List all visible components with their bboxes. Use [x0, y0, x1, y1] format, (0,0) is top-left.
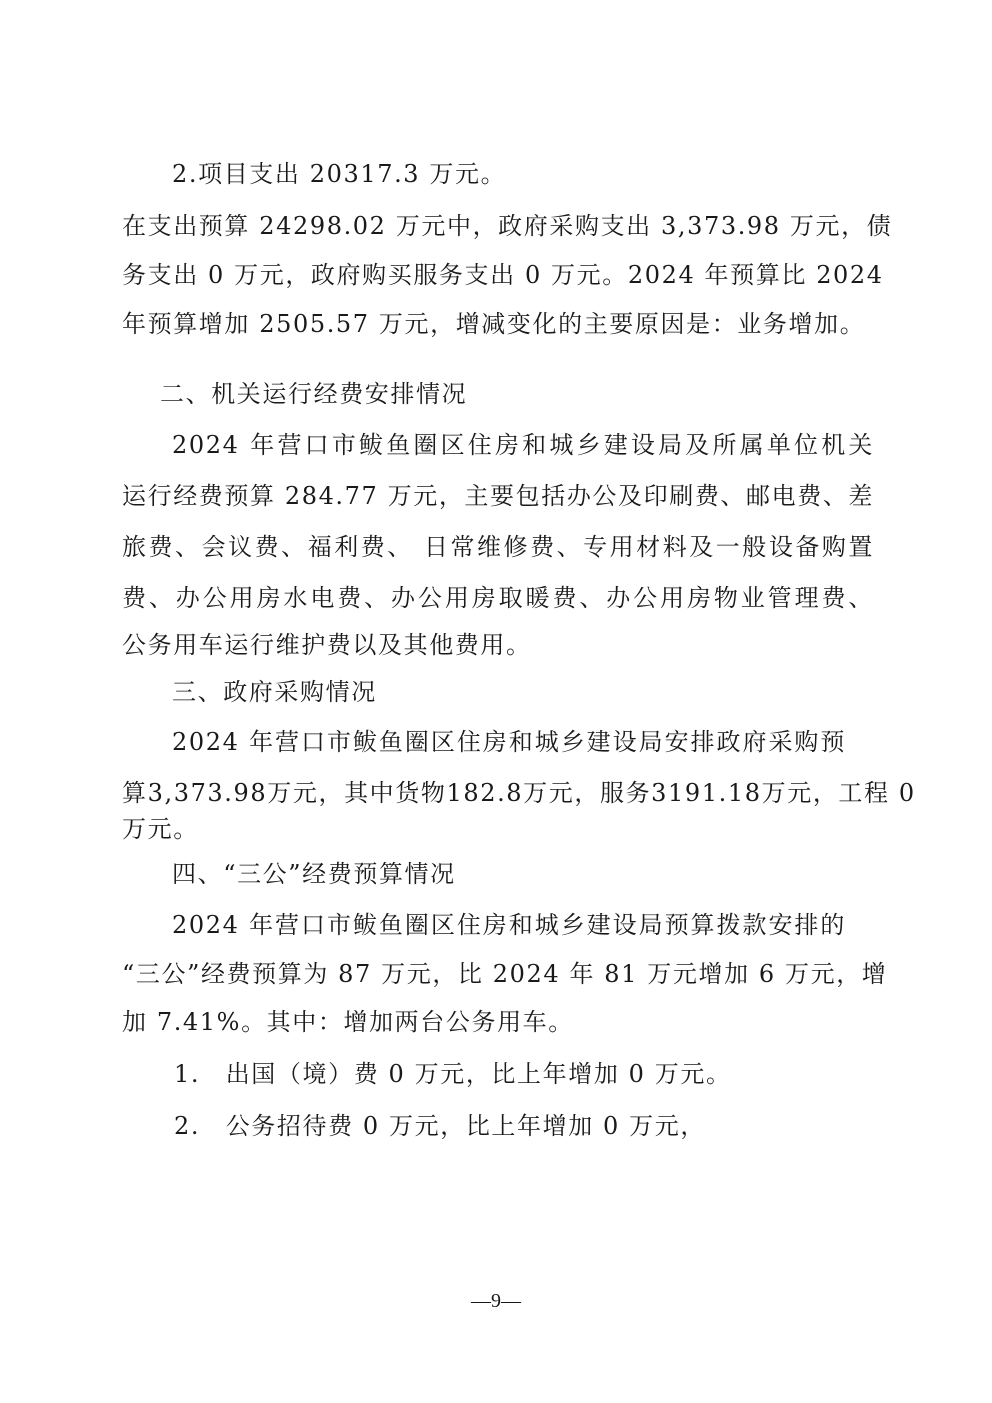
paragraph-operating-line-1: 2024 年营口市鲅鱼圈区住房和城乡建设局及所属单位机关: [172, 431, 874, 459]
paragraph-expenditure-line-2: 务支出 0 万元，政府购买服务支出 0 万元。2024 年预算比 2024: [122, 261, 884, 289]
page-number: —9—: [471, 1290, 521, 1312]
paragraph-three-public-line-3: 加 7.41%。其中：增加两台公务用车。: [122, 1008, 574, 1036]
paragraph-operating-line-4: 费、办公用房水电费、办公用房取暖费、办公用房物业管理费、: [122, 584, 874, 612]
paragraph-procurement-line-2: 算3,373.98万元，其中货物182.8万元，服务3191.18万元，工程 0: [122, 779, 916, 807]
paragraph-operating-line-3: 旅费、会议费、福利费、 日常维修费、专用材料及一般设备购置: [122, 533, 874, 561]
paragraph-operating-line-5: 公务用车运行维护费以及其他费用。: [122, 631, 532, 659]
section-heading-2: 二、机关运行经费安排情况: [160, 380, 468, 408]
item-2-project-expenditure: 2.项目支出 20317.3 万元。: [172, 160, 507, 188]
section-heading-3: 三、政府采购情况: [172, 678, 377, 706]
paragraph-expenditure-line-3: 年预算增加 2505.57 万元，增减变化的主要原因是：业务增加。: [122, 310, 866, 338]
paragraph-procurement-line-1: 2024 年营口市鲅鱼圈区住房和城乡建设局安排政府采购预: [172, 728, 846, 756]
paragraph-three-public-line-1: 2024 年营口市鲅鱼圈区住房和城乡建设局预算拨款安排的: [172, 911, 846, 939]
paragraph-operating-line-2: 运行经费预算 284.77 万元，主要包括办公及印刷费、邮电费、差: [122, 482, 875, 510]
list-item-2: 2. 公务招待费 0 万元，比上年增加 0 万元，: [174, 1112, 706, 1140]
paragraph-procurement-line-3: 万元。: [122, 815, 199, 843]
paragraph-three-public-line-2: “三公”经费预算为 87 万元，比 2024 年 81 万元增加 6 万元，增: [122, 960, 888, 988]
section-heading-4: 四、“三公”经费预算情况: [172, 860, 456, 888]
paragraph-expenditure-line-1: 在支出预算 24298.02 万元中，政府采购支出 3,373.98 万元，债: [122, 212, 893, 240]
list-item-1: 1. 出国（境）费 0 万元，比上年增加 0 万元。: [174, 1060, 732, 1088]
